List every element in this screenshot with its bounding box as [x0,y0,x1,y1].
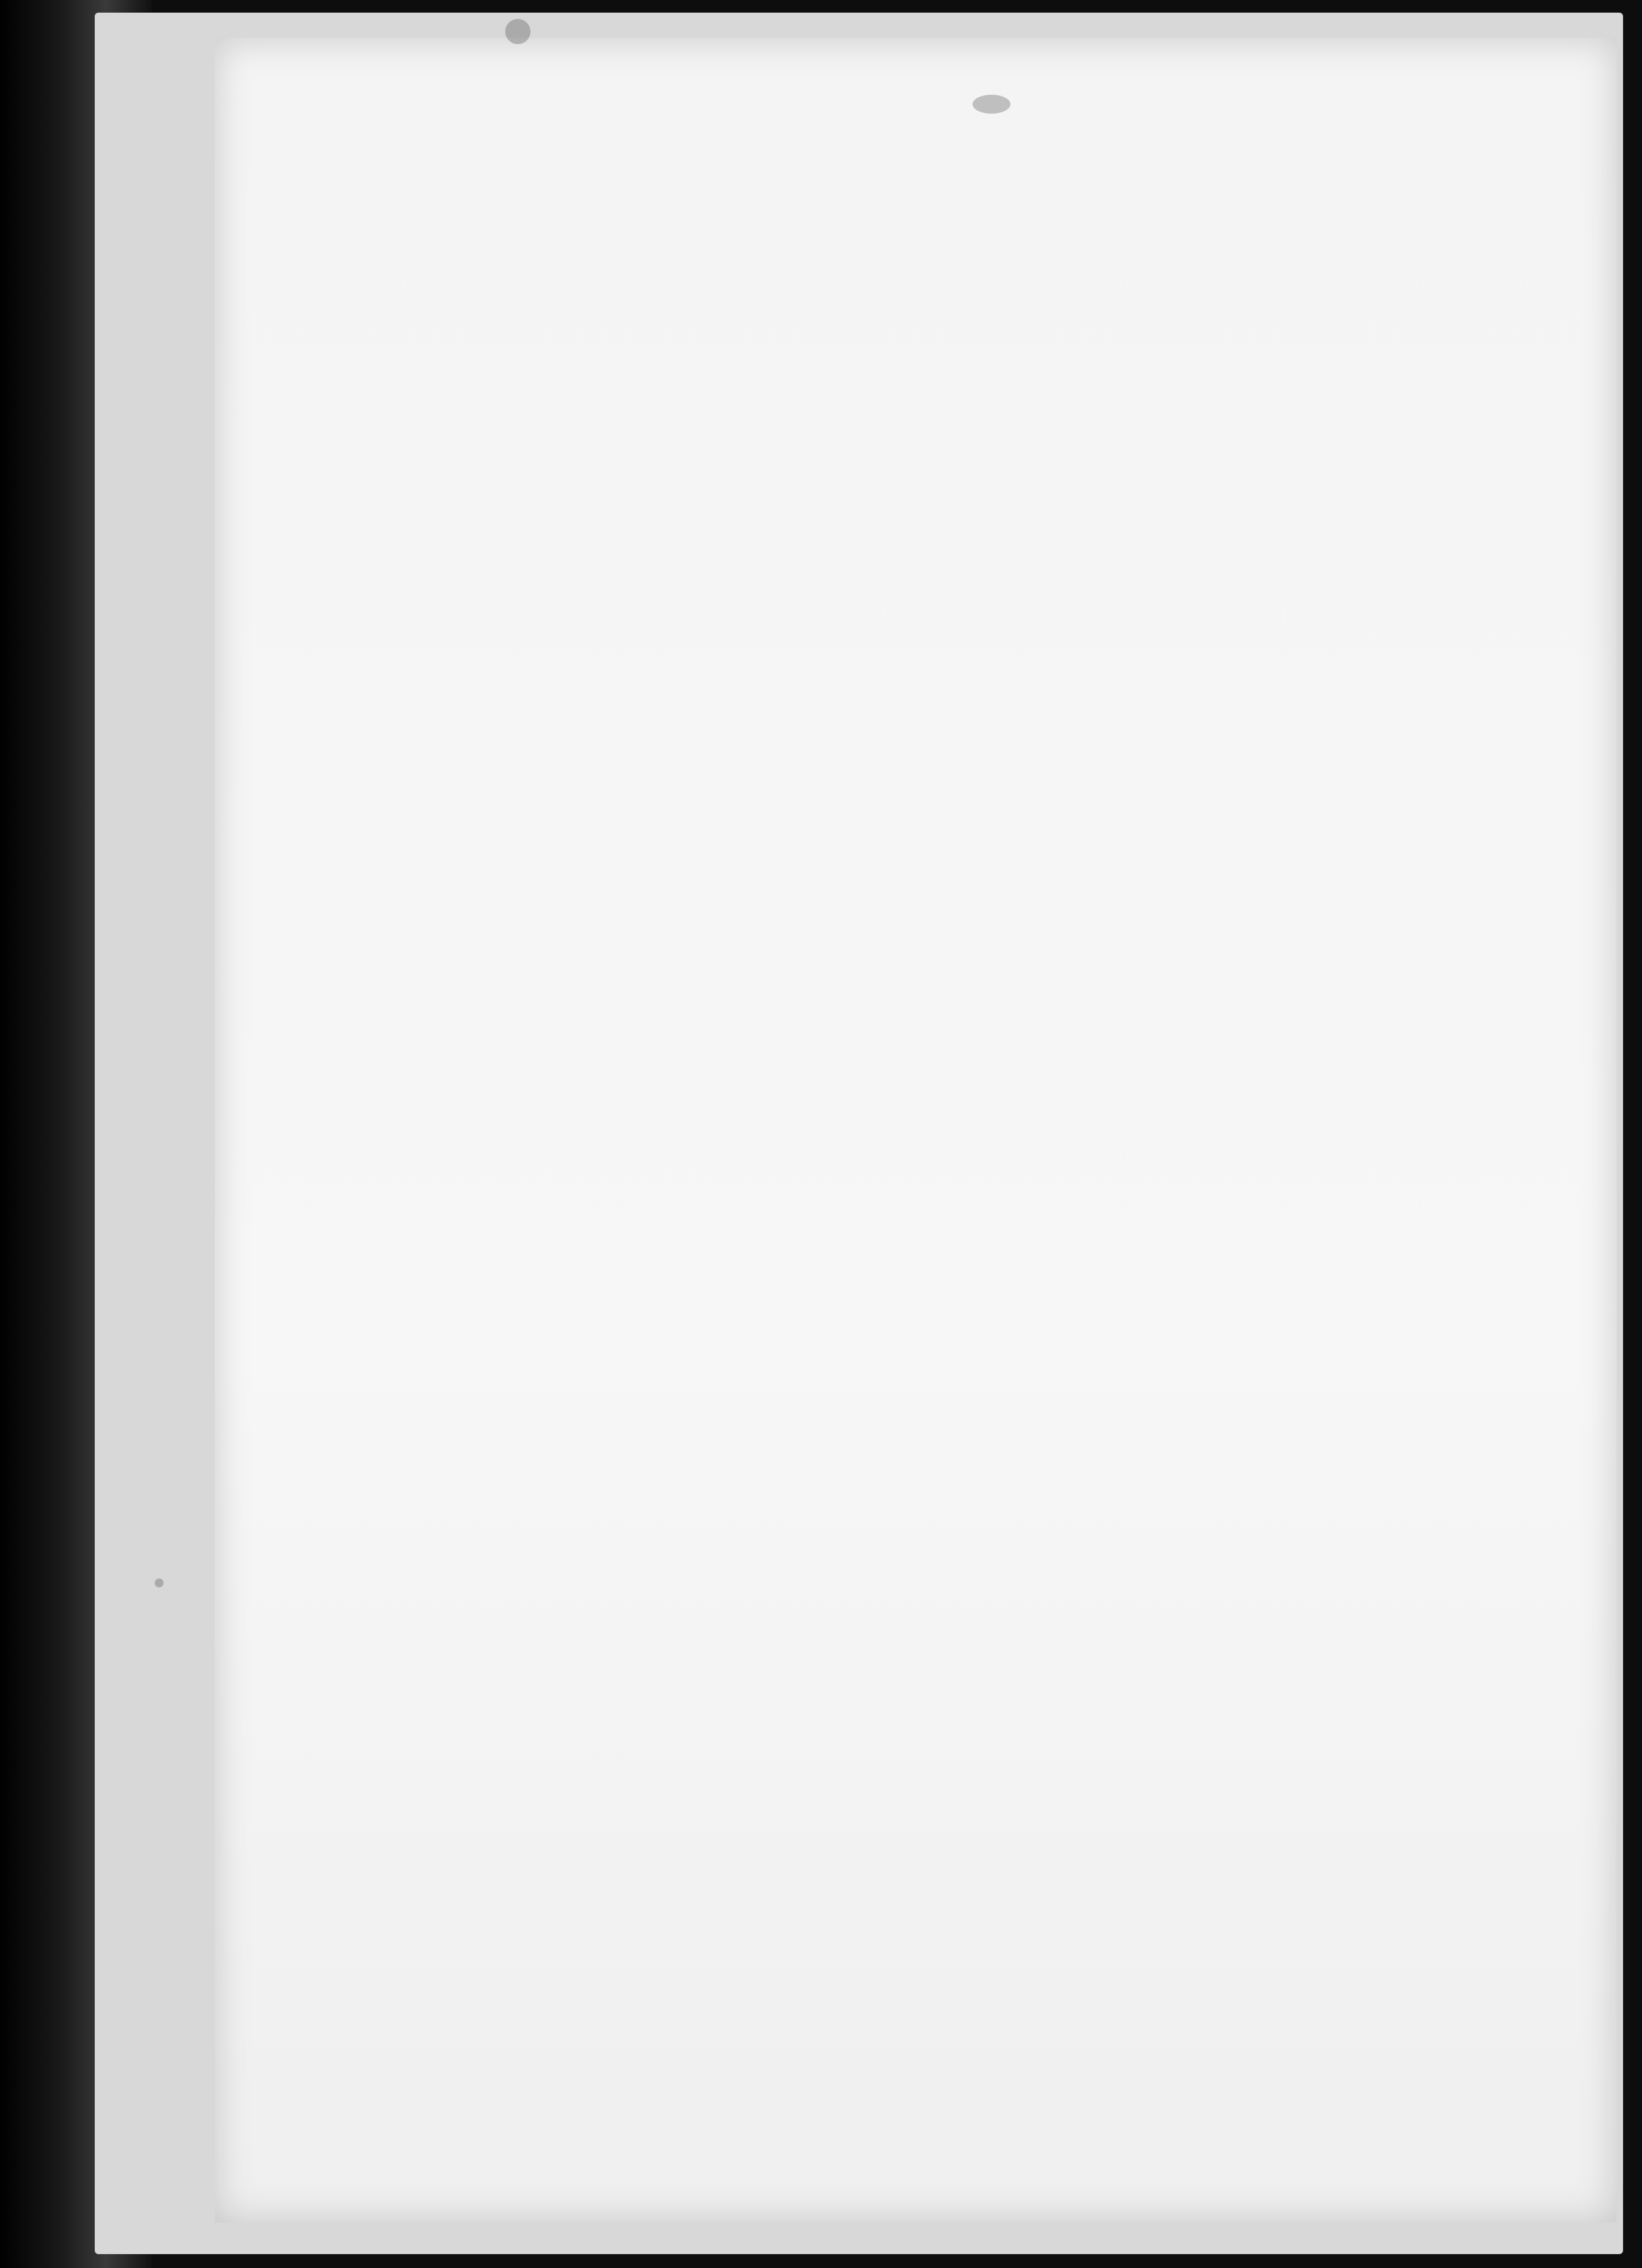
ink-speck [155,1579,164,1587]
ink-speck [973,95,1010,114]
ink-speck [505,19,530,44]
